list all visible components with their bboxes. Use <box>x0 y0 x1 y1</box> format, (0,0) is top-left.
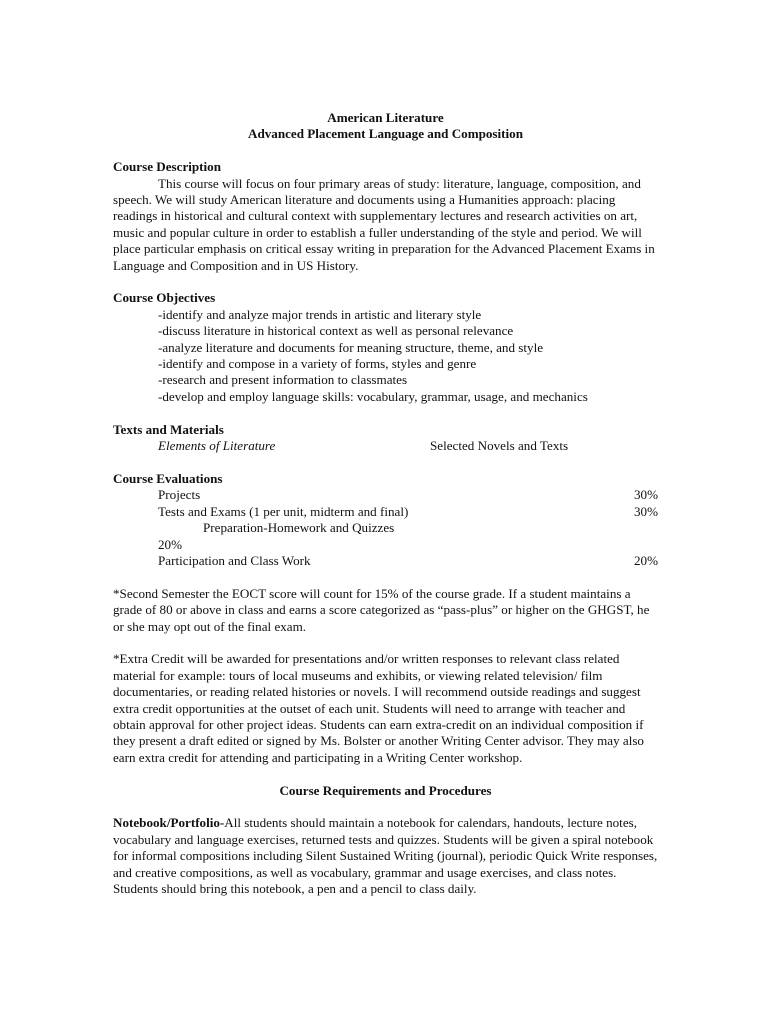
evaluation-percent-preparation: 20% <box>158 536 183 552</box>
requirements-heading: Course Requirements and Procedures <box>279 782 492 798</box>
evaluation-row-participation <box>113 553 658 569</box>
objective-item: -discuss literature in historical context as well as personal relevance <box>158 323 514 339</box>
objective-item: -identify and analyze major trends in artistic and literary style <box>158 306 482 322</box>
texts-materials-heading: Texts and Materials <box>113 421 224 437</box>
textbook-title: Elements of Literature <box>158 438 276 454</box>
document-title: American Literature <box>327 110 444 125</box>
document-page <box>113 110 658 897</box>
notebook-portfolio-body: All students should maintain a notebook for calendars, handouts, lecture notes, vocabulary and language exercises, returned tests and quizzes. Students will be given a spiral notebook for informal compositions including Silent Sustained Writing (journal), periodic Quick Write responses, and creative compositions, as well as vocabulary, grammar and usage exercises, and class notes. Students should bring this notebook, a pen and a pencil to class daily. <box>113 815 658 896</box>
evaluation-percent: 20% <box>633 552 658 568</box>
evaluation-label: Tests and Exams (1 per unit, midterm and final) <box>158 503 409 519</box>
texts-materials-section <box>113 422 658 455</box>
extra-credit-note: *Extra Credit will be awarded for presentations and/or written responses to relevant class related material for example: tours of local museums and exhibits, or viewing related television/ film documentaries, or reading related histories or novels. I will recommend outside readings and suggest extra credit opportunities at the outset of each unit. Students will need to arrange with teacher and obtain approval for other project ideas. Students can earn extra-credit on an individual composition if they present a draft edited or signed by Ms. Bolster or another Writing Center advisor. They may also earn extra credit for attending and participating in a Writing Center workshop. <box>113 651 644 765</box>
course-description-heading: Course Description <box>113 159 222 175</box>
course-evaluations-heading: Course Evaluations <box>113 470 223 486</box>
selected-texts: Selected Novels and Texts <box>430 438 569 454</box>
objective-item: -analyze literature and documents for meaning structure, theme, and style <box>158 339 544 355</box>
eoct-note: *Second Semester the EOCT score will count for 15% of the course grade. If a student maintains a grade of 80 or above in class and earns a score categorized as “pass-plus” or higher on the GHGST, he or she may opt out of the final exam. <box>113 585 650 634</box>
objective-item: -research and present information to classmates <box>158 372 408 388</box>
evaluation-label: Projects <box>158 487 201 503</box>
objective-item: -develop and employ language skills: vocabulary, grammar, usage, and mechanics <box>158 388 588 404</box>
course-description-body: This course will focus on four primary areas of study: literature, language, composition, and speech. We will study American literature and documents using a Humanities approach: placing readings in historical and cultural context with supplementary lectures and research activities on art, music and popular culture in order to establish a fuller understanding of the style and period. We will place particular emphasis on critical essay writing in preparation for the Advanced Placement Exams in Language and Composition and in US History. <box>113 175 655 273</box>
evaluation-row-tests <box>113 504 658 520</box>
evaluation-percent: 30% <box>633 503 658 519</box>
course-objectives-heading: Course Objectives <box>113 290 216 306</box>
notebook-portfolio-label: Notebook/Portfolio- <box>113 815 225 831</box>
evaluation-label: Participation and Class Work <box>158 552 311 568</box>
course-evaluations-section <box>113 471 658 569</box>
course-objectives-section <box>113 290 658 405</box>
document-subtitle: Advanced Placement Language and Composition <box>248 126 523 142</box>
evaluation-label-preparation: Preparation-Homework and Quizzes <box>203 520 395 536</box>
texts-materials-row <box>113 438 658 454</box>
objective-item: -identify and compose in a variety of forms, styles and genre <box>158 356 477 372</box>
evaluation-percent: 30% <box>633 487 658 503</box>
evaluation-row-projects <box>113 487 658 503</box>
course-description-section <box>113 159 658 274</box>
notebook-portfolio-paragraph <box>113 815 658 897</box>
